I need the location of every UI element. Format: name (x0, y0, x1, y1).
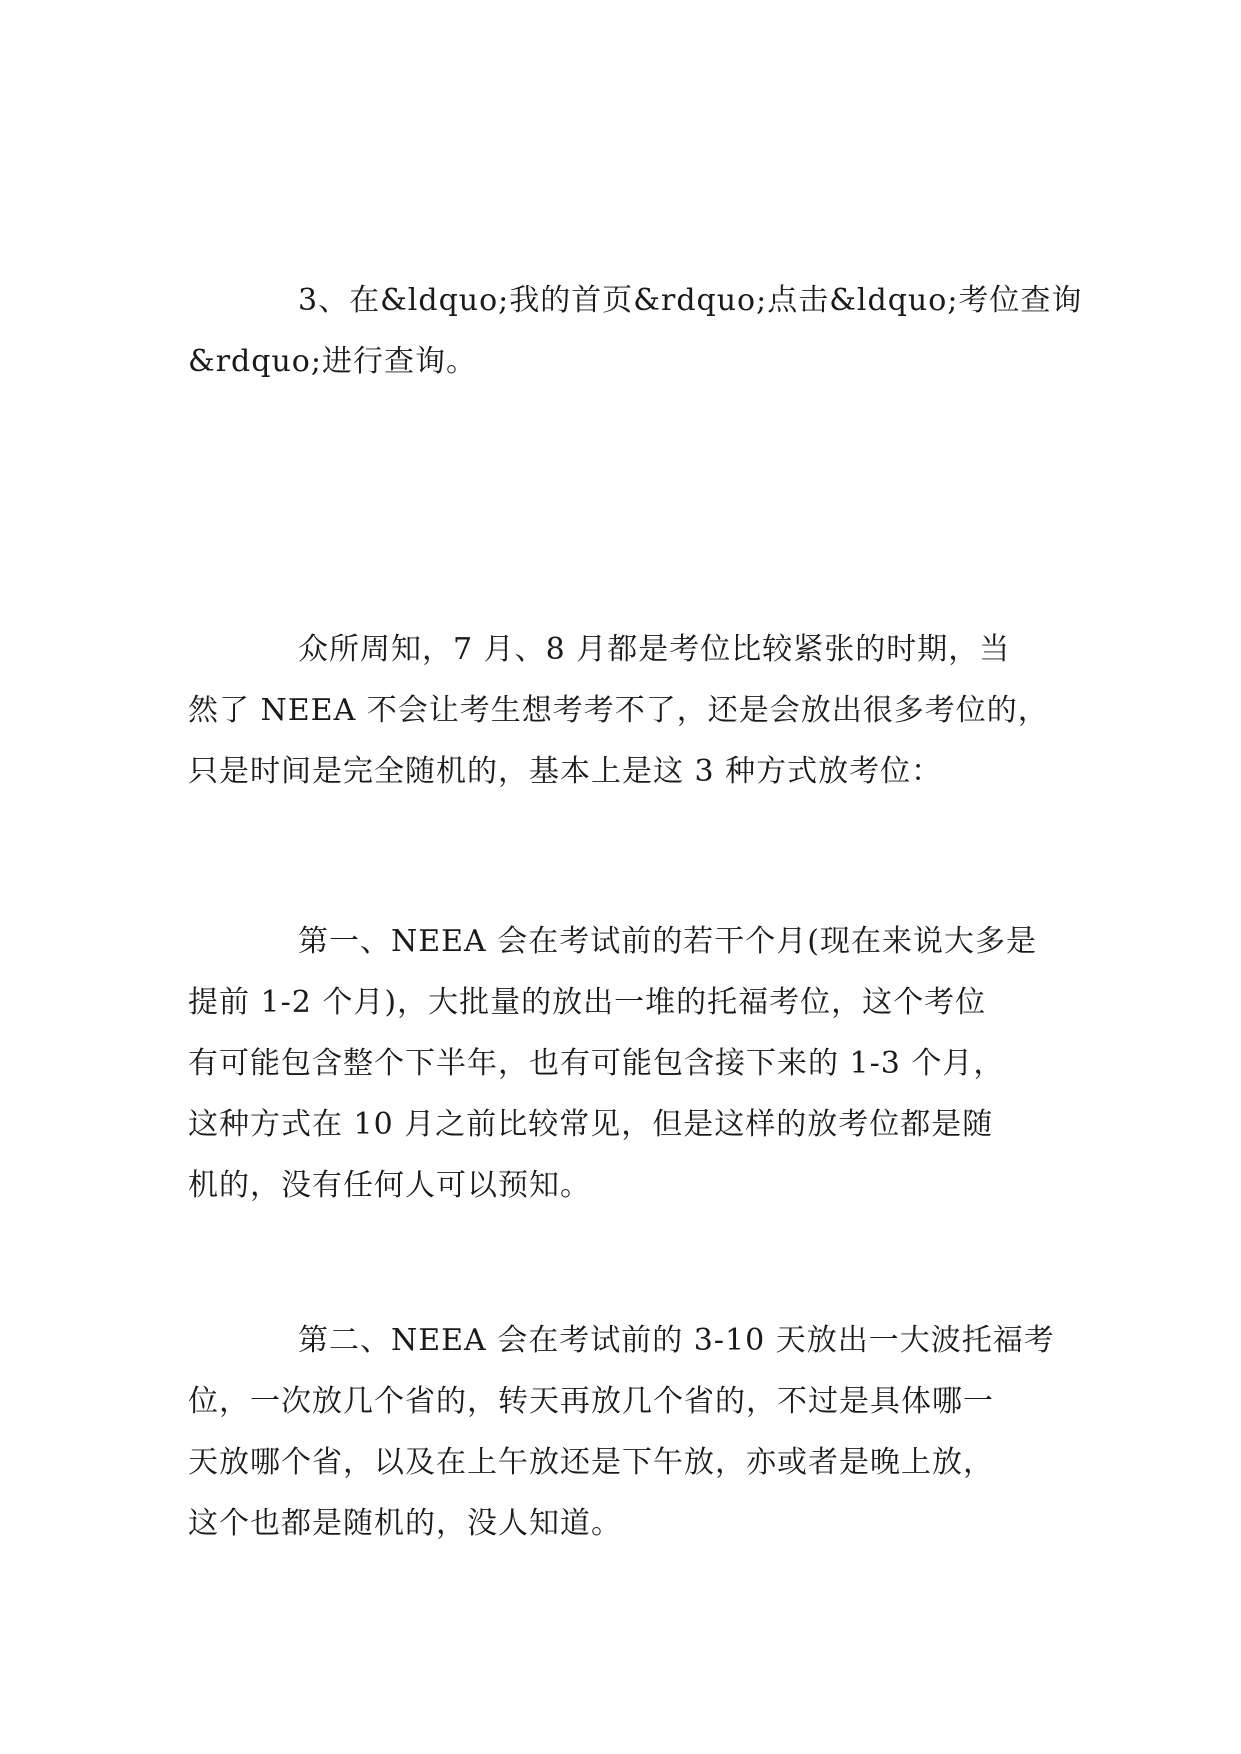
paragraph-line: 提前 1-2 个月)，大批量的放出一堆的托福考位，这个考位 (188, 985, 987, 1020)
paragraph-line: 这个也都是随机的，没人知道。 (188, 1506, 622, 1541)
paragraph-line: &rdquo;进行查询。 (188, 344, 477, 379)
paragraph-line: 这种方式在 10 月之前比较常见，但是这样的放考位都是随 (188, 1107, 994, 1142)
paragraph-intro (188, 619, 1064, 802)
paragraph-line: 机的，没有任何人可以预知。 (188, 1168, 591, 1203)
paragraph-line: 第一、NEEA 会在考试前的若干个月(现在来说大多是 (298, 924, 1037, 959)
paragraph-line: 天放哪个省，以及在上午放还是下午放，亦或者是晚上放， (188, 1445, 994, 1480)
paragraph-step-3 (188, 270, 1083, 392)
paragraph-line: 有可能包含整个下半年，也有可能包含接下来的 1-3 个月， (188, 1046, 1005, 1081)
paragraph-line: 只是时间是完全随机的，基本上是这 3 种方式放考位： (188, 754, 943, 789)
paragraph-line: 第二、NEEA 会在考试前的 3-10 天放出一大波托福考 (298, 1323, 1055, 1358)
paragraph-line: 然了 NEEA 不会让考生想考考不了，还是会放出很多考位的， (188, 693, 1049, 728)
paragraph-method-1 (188, 911, 1064, 1216)
paragraph-line: 众所周知，7 月、8 月都是考位比较紧张的时期，当 (298, 632, 1011, 667)
paragraph-method-2 (188, 1310, 1064, 1554)
paragraph-line: 位，一次放几个省的，转天再放几个省的，不过是具体哪一 (188, 1384, 994, 1419)
paragraph-line: 3、在&ldquo;我的首页&rdquo;点击&ldquo;考位查询 (298, 283, 1083, 318)
